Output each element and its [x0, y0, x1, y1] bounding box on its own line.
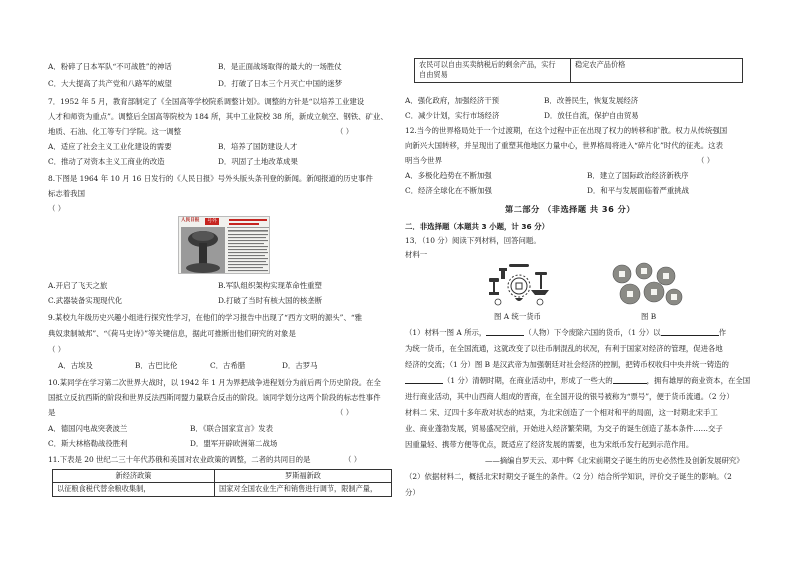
q12-option-d: D．和平与发展面临着严重挑战: [587, 186, 690, 195]
policy-comparison-table: [52, 469, 392, 497]
q7-option-d: D．巩固了土地改革成果: [218, 157, 298, 166]
q13-part1-text-e: ，拥有雄厚的商业资本，在全国: [646, 376, 751, 385]
figure-b-caption: 图 B: [641, 312, 657, 321]
table-cell-line2: 自由贸易: [419, 70, 448, 80]
q8-answer-bracket[interactable]: （ ）: [48, 204, 66, 213]
q7-answer-bracket[interactable]: （ ）: [336, 127, 354, 136]
ancient-coins-drawing: [485, 262, 553, 308]
table-row: [53, 470, 392, 483]
q12-option-c: C．经济全球化在不断加强: [405, 186, 492, 195]
newspaper-masthead: 人民日报: [181, 218, 200, 223]
q11-option-a: A．强化政府，加强经济干预: [405, 96, 500, 105]
mushroom-cloud-photo: [179, 217, 271, 275]
q6-option-b: B．是正面战场取得的最大的一场胜仗: [218, 62, 342, 71]
answer-blank-person[interactable]: [486, 329, 524, 336]
q7-option-c: C．推动了对资本主义工商业的改造: [48, 157, 165, 166]
q9-option-a: A．古埃及: [58, 361, 93, 370]
table-row: [53, 483, 392, 496]
newspaper-extra-tag: 号外: [205, 218, 219, 225]
q10-option-a: A．德国闪电战突袭波兰: [48, 424, 128, 433]
material-one-label: 材料一: [405, 250, 428, 259]
q13-part1-text-d: （1 分）清朝时期，在商业活动中，形成了一些大的: [443, 376, 613, 385]
q13-part1-line2: 为统一货币，在全国流通，这就改变了以往币制混乱的状况，有利于国家对经济的管理，促进各地: [405, 344, 723, 353]
q10-stem-line2: 国抵立反抗西斯的阶段和世界反法西斯同盟力量联合反击的阶段。该同学划分这两个阶段的标志性事件: [48, 393, 381, 402]
table-row: [415, 59, 743, 83]
q9-stem-line2: 典奴隶制城邦”、“《荷马史诗》”等关键信息，据此可推断出他们研究的对象是: [48, 329, 296, 338]
q13-part1-text-b: （人物）下令废除六国的货币，（1 分）以: [524, 328, 661, 337]
q10-option-b: B．《联合国家宣言》发表: [190, 424, 274, 433]
material-two-line1: 材料二 宋、辽四十多年敌对状态的结束，为北宋创造了一个相对和平的局面，这一时期北宋手工: [405, 408, 718, 417]
q11-stem-line1: 11.下表是 20 世纪二三十年代苏俄和美国对农业政策的调整，二者的共同目的是: [48, 455, 311, 464]
q13-part2-line2: 分）: [405, 488, 420, 497]
table-cell: 国家对全国农业生产和销售进行调节，限制产量，: [215, 483, 392, 496]
figure-a-image: [485, 262, 553, 308]
q8-option-a: A.开启了飞天之旅: [48, 281, 108, 290]
policy-comparison-table-continued: [414, 58, 743, 83]
q11-option-b: B．改善民生，恢复发展经济: [544, 96, 639, 105]
q13-part1-line1: [405, 329, 726, 336]
q8-option-b: B.军队组织架构实现革命性重塑: [218, 281, 322, 290]
q9-stem-line1: 9.某校九年级历史兴趣小组进行探究性学习，在他们的学习报告中出现了“西方文明的源头”、“雅: [48, 313, 363, 322]
q7-stem-line2: 人才和师资为重点”。调整后全国高等院校为 184 所，其中工业院校 38 所，新成立航空、钢铁、矿业、: [48, 112, 388, 121]
q8-stem-line2: 标志着我国: [48, 189, 85, 198]
section-two-title: 二．非选择题（本题共 3 小题，计 36 分）: [405, 222, 549, 231]
part-two-title: 第二部分 （非选择题 共 36 分）: [505, 204, 636, 214]
table-cell: 稳定农产品价格: [571, 59, 743, 83]
q13-heading: 13．（10 分）阅读下列材料，回答问题。: [405, 236, 541, 245]
q12-stem-line2: 向新兴大国转移，并呈现出了重塑其他地区力量中心，世界格局将进入“碎片化”时代的征兆。这表: [405, 141, 723, 150]
figure-a-caption: 图 A 统一货币: [494, 312, 541, 321]
q10-option-d: D．盟军开辟欧洲第二战场: [190, 439, 278, 448]
q10-stem-line1: 10.某同学在学习第二次世界大战时，以 1942 年 1 月为界把战争进程划分为前后两个历史阶段。在全: [48, 378, 381, 387]
q10-option-c: C．斯大林格勒战役胜利: [48, 439, 128, 448]
q8-option-d: D.打破了当时有核大国的核垄断: [218, 296, 323, 305]
q9-option-d: D．古罗马: [282, 361, 318, 370]
q13-part1-line4: [405, 377, 750, 384]
q13-part1-text-c: 作: [718, 328, 727, 337]
q10-answer-bracket[interactable]: （ ）: [336, 408, 354, 417]
q13-part1-line5: 进行商业活动，其中山西商人组成的晋商，在全国开设的银号被称为“票号”，便于货币流通。（2 分）: [405, 392, 734, 401]
q13-part1-line3: 经济的交流；（1 分）图 B 是汉武帝为加强朝廷对社会经济的控制，把铸币权收归中央并统一铸造的: [405, 360, 729, 369]
q10-stem-line3: 是: [48, 408, 56, 417]
table-cell: [415, 59, 571, 83]
material-two-source: ——摘编自罗天云、邓中辉《北宋前期交子诞生的历史必然性及创新发展研究》: [485, 456, 744, 465]
answer-blank-coin[interactable]: [405, 377, 443, 384]
table-header-new-deal: 罗斯福新政: [215, 470, 392, 483]
newspaper-extra-image: [178, 216, 270, 274]
q12-option-b: B．建立了国际政治经济新秩序: [587, 171, 689, 180]
answer-blank-currency[interactable]: [661, 329, 719, 336]
q13-part2-line1: （2）依据材料二，概括北宋时期交子诞生的条件。（2 分）结合所学知识，评价交子诞生的影响。（2: [405, 472, 732, 481]
material-two-line2: 业、商业蓬勃发展，贸易盛况空前，开始进入经济繁荣期，为交子的诞生创造了基本条件……交子: [405, 424, 723, 433]
q12-answer-bracket[interactable]: （ ）: [697, 156, 715, 165]
figure-b-image: [608, 262, 684, 308]
table-cell-line1: 农民可以自由买卖纳税后的剩余产品，实行: [419, 60, 556, 69]
q8-option-c: C.武器装备实现现代化: [48, 296, 123, 305]
answer-blank-merchant-group[interactable]: [613, 377, 647, 384]
q8-stem-line1: 8.下图是 1964 年 10 月 16 日发行的《人民日报》号外头版头条刊登的新闻。新闻报道的历史事件: [48, 174, 373, 183]
q9-option-b: B．古巴比伦: [135, 361, 178, 370]
material-two-line3: 因重量轻、携带方便等优点，既适应了经济发展的需要，也为宋纸币发行起到示范作用。: [405, 440, 694, 449]
q6-option-a: A．粉碎了日本军队“不可战胜”的神话: [48, 62, 172, 71]
q7-stem-line1: 7．1952 年 5 月，教育部制定了《全国高等学校院系调整计划》。调整的方针是“以培养工业建设: [48, 97, 365, 106]
q9-answer-bracket[interactable]: （ ）: [48, 345, 66, 354]
q13-part1-text-a: （1）材料一图 A 所示，: [405, 328, 487, 337]
q12-stem-line1: 12.当今的世界格局处于一个过渡期，在这个过程中正在出现了权力的转移和扩散。权力从传统强国: [405, 126, 728, 135]
table-header-nep: 新经济政策: [53, 470, 215, 483]
q7-option-a: A．适应了社会主义工业化建设的需要: [48, 142, 172, 151]
wuzhu-coins-drawing: [608, 262, 684, 308]
q7-option-b: B．培养了国防建设人才: [218, 142, 298, 151]
q9-option-c: C．古希腊: [210, 361, 246, 370]
q6-option-c: C．大大提高了共产党和八路军的威望: [48, 79, 172, 88]
q11-answer-bracket[interactable]: （ ）: [344, 455, 362, 464]
q12-option-a: A．多极化趋势在不断加强: [405, 171, 492, 180]
q11-option-d: D．放任自流，保护自由贸易: [544, 111, 639, 120]
table-cell: 以征粮食税代替余粮收集制，: [53, 483, 215, 496]
q11-option-c: C．减少计划，实行市场经济: [405, 111, 500, 120]
q6-option-d: D．打破了日本三个月灭亡中国的迷梦: [218, 79, 343, 88]
q7-stem-line3: 地质、石油、化工等专门学院。这一调整: [48, 127, 182, 136]
q12-stem-line3: 明当今世界: [405, 156, 442, 165]
